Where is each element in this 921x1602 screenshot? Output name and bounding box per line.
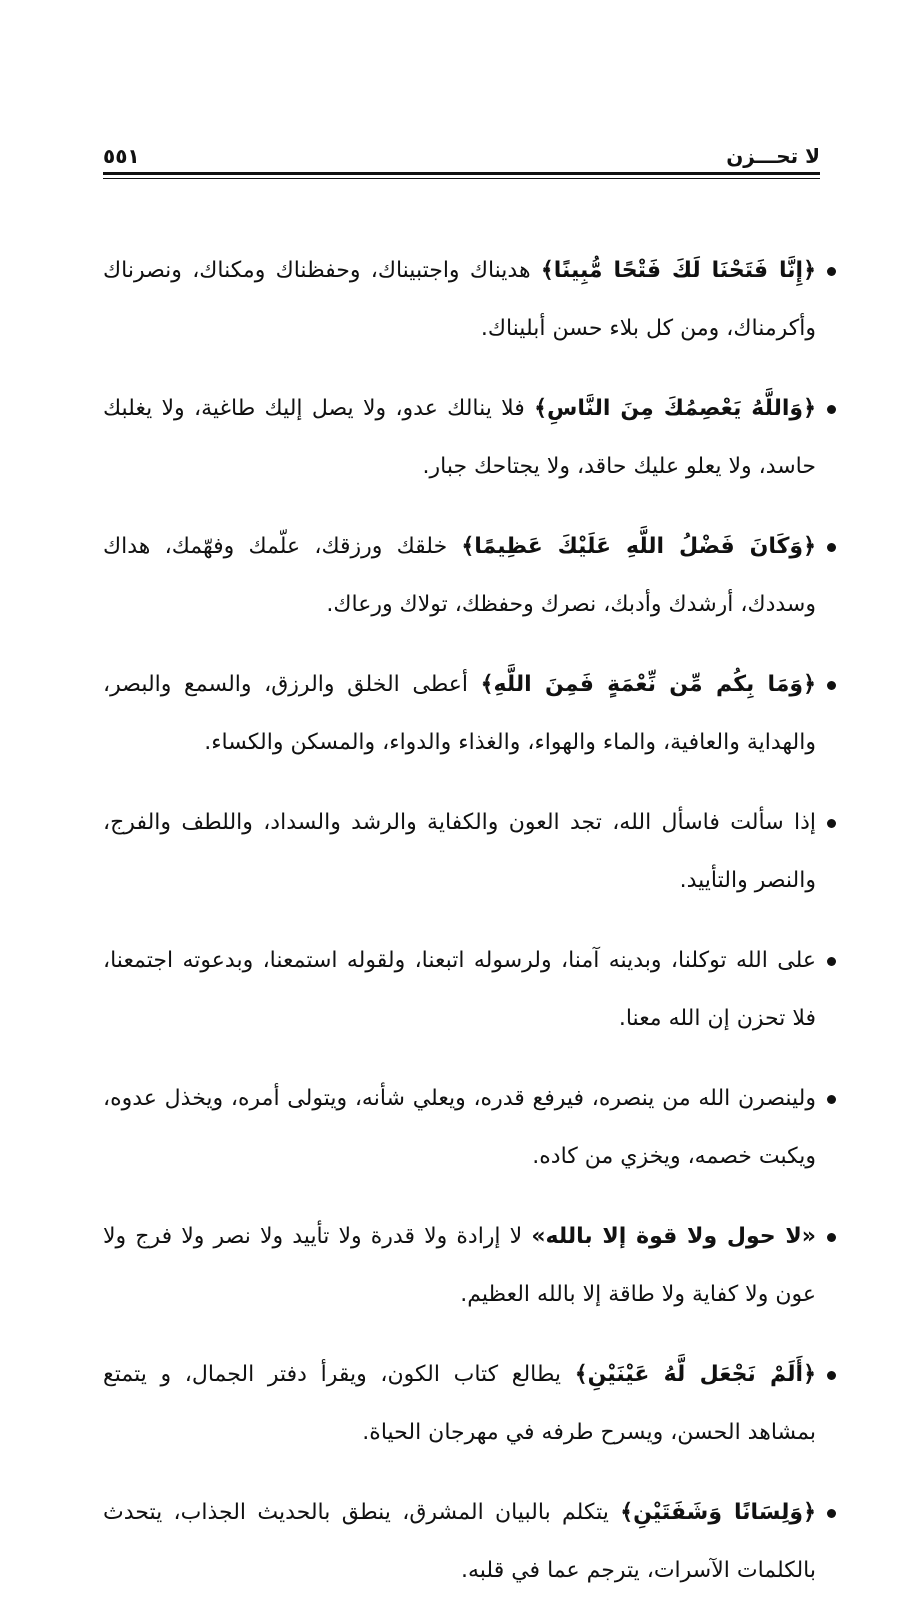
item-text: ولينصرن الله من ينصره، فيرفع قدره، ويعلي شأنه، ويتولى أمره، ويخذل عدوه، ويكبت خصمه، ويخزي من كاده. — [103, 1086, 816, 1169]
header-rule-thick — [103, 172, 820, 175]
quran-quote: ﴿وَاللَّهُ يَعْصِمُكَ مِنَ النَّاسِ﴾ — [534, 396, 816, 421]
list-item — [103, 1346, 840, 1462]
quran-quote: ﴿وَكَانَ فَضْلُ اللَّهِ عَلَيْكَ عَظِيمًا﴾ — [461, 534, 816, 559]
bullet-icon — [827, 405, 836, 414]
item-text: فلا ينالك عدو، ولا يصل إليك طاغية، ولا يغلبك حاسد، ولا يعلو عليك حاقد، ولا يجتاحك جبار. — [103, 396, 816, 479]
list-item — [103, 1208, 840, 1324]
bullet-icon — [827, 681, 836, 690]
list-item — [103, 656, 840, 772]
bullet-icon — [827, 1233, 836, 1242]
list-item — [103, 518, 840, 634]
quran-quote: ﴿وَمَا بِكُم مِّن نِّعْمَةٍ فَمِنَ اللَّهِ﴾ — [480, 672, 816, 697]
list-item — [103, 242, 840, 358]
bullet-icon — [827, 1371, 836, 1380]
bullet-icon — [827, 1509, 836, 1518]
bullet-icon — [827, 267, 836, 276]
list-item — [103, 1070, 840, 1186]
quran-quote: ﴿أَلَمْ نَجْعَل لَّهُ عَيْنَيْنِ﴾ — [574, 1362, 816, 1387]
bullet-icon — [827, 543, 836, 552]
list-item — [103, 380, 840, 496]
item-text: أعطى الخلق والرزق، والسمع والبصر، والهداية والعافية، والماء والهواء، والغذاء والدواء، والمسكن والكساء. — [103, 672, 816, 755]
item-text: لا إرادة ولا قدرة ولا تأييد ولا نصر ولا فرج ولا عون ولا كفاية ولا طاقة إلا بالله العظيم. — [103, 1224, 816, 1307]
dhikr-quote: «لا حول ولا قوة إلا بالله» — [531, 1224, 816, 1249]
list-item — [103, 794, 840, 910]
bullet-icon — [827, 819, 836, 828]
bullet-icon — [827, 1095, 836, 1104]
quran-quote: ﴿وَلِسَانًا وَشَفَتَيْنِ﴾ — [620, 1500, 816, 1525]
page-header — [103, 140, 820, 180]
quran-quote: ﴿إِنَّا فَتَحْنَا لَكَ فَتْحًا مُّبِينًا﴾ — [540, 258, 816, 283]
header-rule-thin — [103, 178, 820, 179]
item-text: على الله توكلنا، وبدينه آمنا، ولرسوله اتبعنا، ولقوله استمعنا، وبدعوته اجتمعنا، فلا تحزن إن الله معنا. — [103, 948, 816, 1031]
page-body — [103, 242, 840, 1602]
bullet-icon — [827, 957, 836, 966]
book-title: لا تحـــزن — [726, 144, 820, 168]
list-item — [103, 1484, 840, 1600]
item-text: يتكلم بالبيان المشرق، ينطق بالحديث الجذاب، يتحدث بالكلمات الآسرات، يترجم عما في قلبه. — [103, 1500, 816, 1583]
page-number: ٥٥١ — [103, 144, 140, 168]
item-text: خلقك ورزقك، علّمك وفهّمك، هداك وسددك، أرشدك وأدبك، نصرك وحفظك، تولاك ورعاك. — [103, 534, 816, 617]
item-text: هديناك واجتبيناك، وحفظناك ومكناك، ونصرناك وأكرمناك، ومن كل بلاء حسن أبليناك. — [103, 258, 816, 341]
item-text: يطالع كتاب الكون، ويقرأ دفتر الجمال، و يتمتع بمشاهد الحسن، ويسرح طرفه في مهرجان الحياة. — [103, 1362, 816, 1445]
item-text: إذا سألت فاسأل الله، تجد العون والكفاية والرشد والسداد، واللطف والفرج، والنصر والتأييد. — [103, 810, 816, 893]
list-item — [103, 932, 840, 1048]
